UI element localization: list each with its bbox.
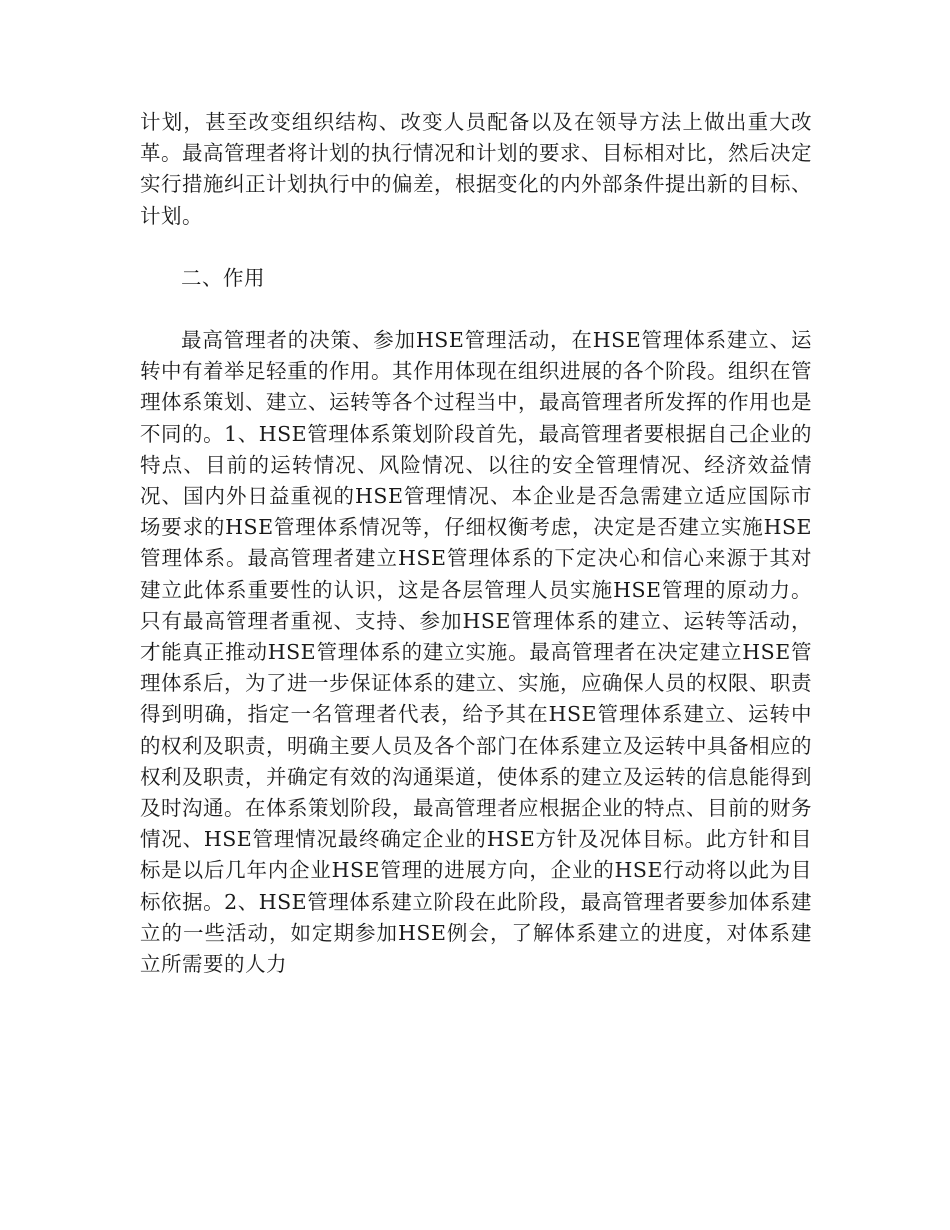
body-paragraph: 最高管理者的决策、参加HSE管理活动，在HSE管理体系建立、运转中有着举足轻重的作用。其作用体现在组织进展的各个阶段。组织在管理体系策划、建立、运转等各个过程当中，最高管理者所发挥的作用也是不同的。1、HSE管理体系策划阶段首先，最高管理者要根据自己企业的特点、目前的运转情况、风险情况、以往的安全管理情况、经济效益情况、国内外日益重视的HSE管理情况、本企业是否急需建立适应国际市场要求的HSE管理体系情况等，仔细权衡考虑，决定是否建立实施HSE管理体系。最高管理者建立HSE管理体系的下定决心和信心来源于其对建立此体系重要性的认识，这是各层管理人员实施HSE管理的原动力。只有最高管理者重视、支持、参加HSE管理体系的建立、运转等活动，才能真正推动HSE管理体系的建立实施。最高管理者在决定建立HSE管理体系后，为了进一步保证体系的建立、实施，应确保人员的权限、职责得到明确，指定一名管理者代表，给予其在HSE管理体系建立、运转中的权利及职责，明确主要人员及各个部门在体系建立及运转中具备相应的权利及职责，并确定有效的沟通渠道，使体系的建立及运转的信息能得到及时沟通。在体系策划阶段，最高管理者应根据企业的特点、目前的财务情况、HSE管理情况最终确定企业的HSE方针及况体目标。此方针和目标是以后几年内企业HSE管理的进展方向，企业的HSE行动将以此为目标依据。2、HSE管理体系建立阶段在此阶段，最高管理者要参加体系建立的一些活动，如定期参加HSE例会，了解体系建立的进度，对体系建立所需要的人力 <box>140 328 812 977</box>
section-heading: 二、作用 <box>181 265 265 290</box>
paragraph-gap <box>140 232 812 263</box>
continued-paragraph: 计划，甚至改变组织结构、改变人员配备以及在领导方法上做出重大改革。最高管理者将计划的执行情况和计划的要求、目标相对比，然后决定实行措施纠正计划执行中的偏差，根据变化的内外部条件提出新的目标、计划。 <box>140 110 812 228</box>
paragraph-gap <box>140 294 812 325</box>
document-body <box>140 107 812 980</box>
